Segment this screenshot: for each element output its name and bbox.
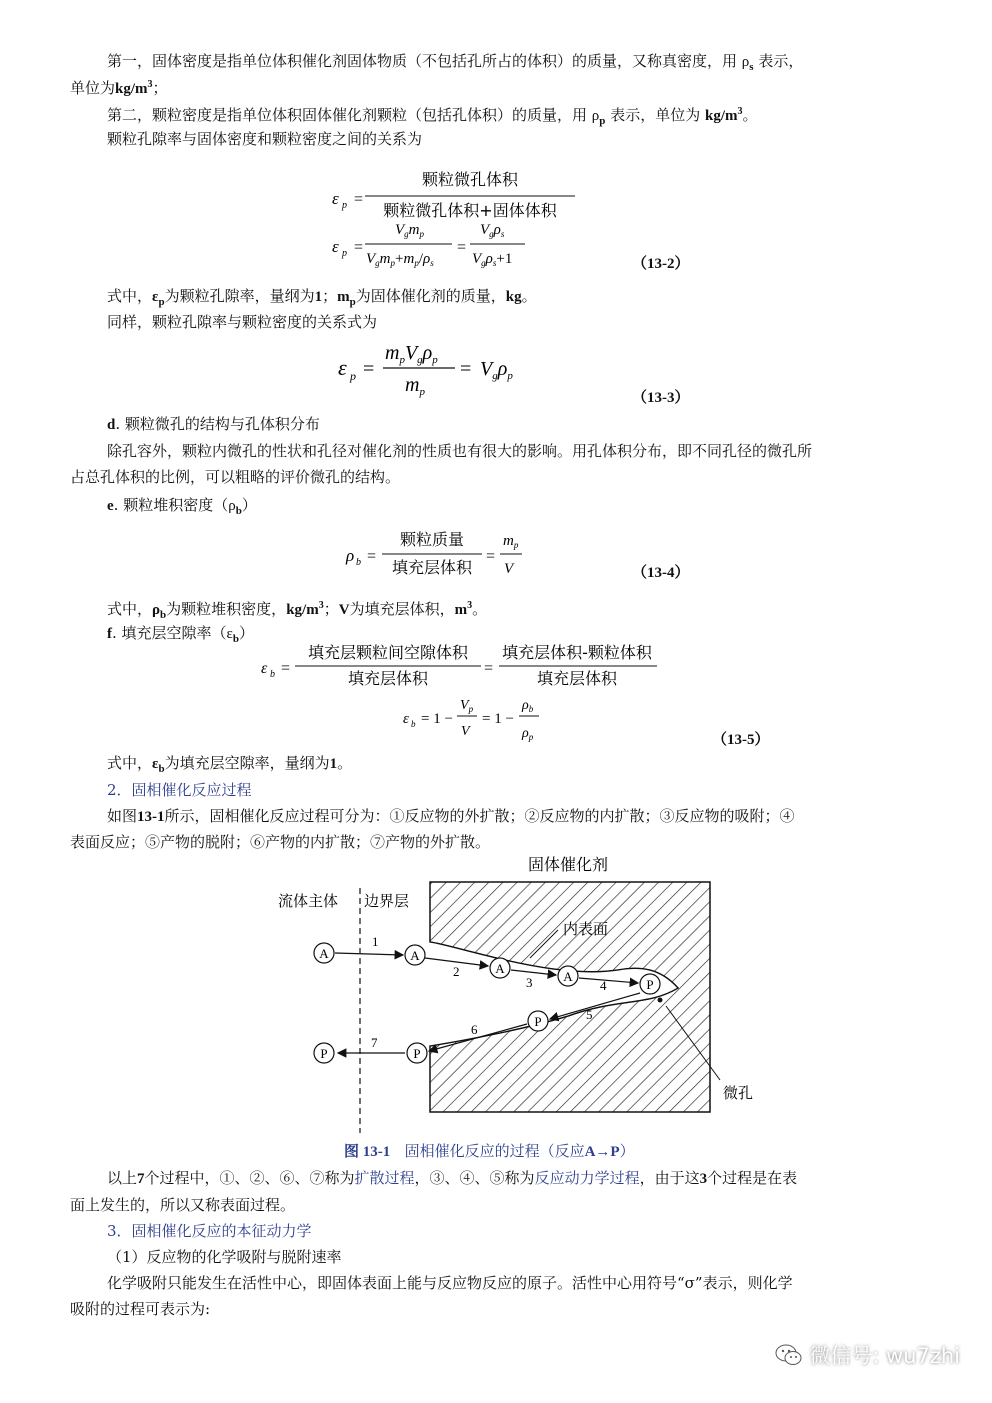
svg-text:b: b (356, 557, 361, 568)
svg-text:P: P (534, 1014, 542, 1029)
svg-text:= 1 −: = 1 − (421, 711, 453, 727)
svg-text:ε: ε (338, 355, 347, 380)
svg-text:V: V (461, 724, 470, 739)
heading-d: d. 颗粒微孔的结构与孔体积分布 (107, 415, 320, 433)
wechat-watermark (775, 1340, 960, 1370)
svg-text:颗粒微孔体积+固体体积: 颗粒微孔体积+固体体积 (383, 201, 557, 220)
paragraph-likewise: 同样，颗粒孔隙率与颗粒密度的关系式为 (107, 313, 378, 331)
svg-text:=: = (484, 660, 494, 677)
svg-text:Vgmp+mp/ρs: $V_gm_p+m_p/\rho_s$ (366, 251, 434, 268)
svg-text:1: 1 (372, 934, 379, 949)
svg-text:P: P (320, 1046, 328, 1061)
svg-text:A: A (563, 969, 573, 984)
paragraph-d-body2: 占总孔体积的比例，可以粗略的评价微孔的结构。 (70, 468, 401, 486)
section-2-body2: 表面反应；⑤产物的脱附；⑥产物的内扩散；⑦产物的外扩散。 (70, 833, 491, 851)
heading-f: f. 填充层空隙率$(\varepsilon_b)$ (107, 624, 254, 645)
paragraph-relation: 颗粒孔隙率与固体密度和颗粒密度之间的关系为 (107, 130, 423, 148)
paragraph-summary1: 以上7个过程中，①、②、⑥、⑦称为扩散过程，③、④、⑤称为反应动力学过程，由于这3个过程是在表 (107, 1169, 798, 1187)
equation-13-3 (330, 335, 550, 400)
svg-text:=: = (457, 239, 467, 256)
svg-text:填充层体积: 填充层体积 (347, 669, 429, 688)
svg-text:mp: $m_p$ (503, 533, 519, 550)
svg-text:ρb: $\rho_b$ (522, 698, 534, 714)
svg-text:=: = (363, 358, 375, 380)
svg-text:V: V (504, 561, 514, 577)
svg-text:mpVgρp: $m_pV_g\rho_p$ (385, 342, 438, 366)
svg-text:b: b (411, 719, 416, 729)
svg-text:4: 4 (600, 978, 607, 993)
svg-text:=: = (354, 239, 364, 256)
paragraph-summary2: 面上发生的，所以又称表面过程。 (70, 1196, 296, 1214)
svg-text:A: A (319, 946, 329, 961)
svg-text:填充层颗粒间空隙体积: 填充层颗粒间空隙体积 (307, 643, 469, 662)
svg-text:Vgmp: $V_gm_p$ (395, 222, 425, 239)
section-2-heading: 2．固相催化反应过程 (107, 781, 252, 799)
watermark-text: 微信号: wu7zhi (809, 1344, 960, 1368)
svg-text:A: A (410, 948, 420, 963)
equation-number-13-3: （13-3） (632, 390, 690, 406)
svg-text:= 1 −: = 1 − (482, 711, 514, 727)
paragraph-where-eq2: 式中，$\varepsilon_p$为颗粒孔隙率，量纲为1；$m_p$为固体催化剂的质量，kg。 (107, 287, 537, 308)
wechat-icon (775, 1343, 803, 1367)
section-3-body2: 吸附的过程可表示为: (70, 1300, 211, 1318)
svg-text:6: 6 (471, 1022, 478, 1037)
label-solid-catalyst: 固体催化剂 (527, 855, 609, 874)
section-3-heading: 3．固相催化反应的本征动力学 (107, 1222, 312, 1240)
svg-text:5: 5 (586, 1007, 593, 1022)
paragraph-d-body1: 除孔容外，颗粒内微孔的性状和孔径对催化剂的性质也有很大的影响。用孔体积分布，即不同孔径的微孔所 (107, 442, 813, 460)
svg-text:mp: $m_p$ (405, 374, 425, 398)
paragraph-solid-density-cont: 单位为$kg/m^3$； (70, 79, 168, 97)
svg-text:2: 2 (453, 964, 460, 979)
svg-text:=: = (354, 191, 364, 208)
equation-13-2 (320, 160, 580, 270)
svg-text:3: 3 (526, 975, 533, 990)
svg-text:p: p (342, 248, 347, 259)
equation-number-13-2: （13-2） (632, 256, 690, 272)
svg-text:Vgρp: $V_g\rho_p$ (480, 358, 513, 382)
paragraph-solid-density: 第一，固体密度是指单位体积催化剂固体物质（不包括孔所占的体积）的质量，又称真密度，用 $\rho_s$ 表示， (107, 52, 804, 73)
svg-text:ε: ε (332, 189, 339, 208)
svg-text:填充层体积-颗粒体积: 填充层体积-颗粒体积 (502, 643, 652, 662)
svg-text:填充层体积: 填充层体积 (391, 558, 473, 577)
svg-text:Vgρs: $V_g\rho_s$ (480, 222, 505, 239)
svg-text:A: A (495, 961, 505, 976)
svg-text:ρ: ρ (346, 546, 355, 565)
label-inner-surface: 内表面 (563, 920, 609, 938)
svg-text:=: = (281, 660, 291, 677)
svg-text:=: = (367, 548, 377, 565)
label-boundary-layer: 边界层 (364, 892, 410, 910)
label-fluid-bulk: 流体主体 (278, 892, 339, 910)
section-2-body1: 如图13-1所示，固相催化反应过程可分为：①反应物的外扩散；②反应物的内扩散；③反应物的吸附；④ (107, 807, 795, 825)
svg-text:ε: ε (403, 711, 409, 727)
svg-text:p: p (342, 200, 347, 211)
figure-caption: 图 13-1 固相催化反应的过程（反应A→P） (344, 1142, 635, 1160)
svg-text:ρp: $\rho_p$ (522, 726, 534, 742)
svg-text:7: 7 (371, 1035, 378, 1050)
figure-13-1 (268, 848, 768, 1138)
svg-text:b: b (270, 669, 275, 680)
svg-text:ε: ε (332, 237, 339, 256)
equation-number-13-5: （13-5） (712, 732, 770, 748)
svg-text:Vgρs+1: $V_g\rho_s+1$ (472, 251, 513, 268)
paragraph-where-eq4: 式中，$\rho_b$为颗粒堆积密度，$kg/m^3$；V为填充层体积，$m^3$。 (107, 600, 488, 621)
active-site-dot (658, 998, 663, 1003)
svg-text:P: P (413, 1046, 421, 1061)
section-3-subheading: （1）反应物的化学吸附与脱附速率 (107, 1248, 342, 1266)
equation-number-13-4: （13-4） (632, 565, 690, 581)
svg-text:p: p (350, 369, 356, 383)
paragraph-particle-density: 第二，颗粒密度是指单位体积固体催化剂颗粒（包括孔体积）的质量，用 $\rho_p$ 表示，单位为 $kg/m^3$。 (107, 106, 758, 127)
heading-e: e. 颗粒堆积密度$(\rho_b)$ (107, 496, 257, 517)
svg-text:填充层体积: 填充层体积 (536, 669, 618, 688)
svg-text:=: = (486, 548, 496, 565)
equation-13-4 (340, 527, 540, 582)
svg-text:颗粒微孔体积: 颗粒微孔体积 (421, 170, 519, 189)
svg-text:ε: ε (261, 660, 268, 677)
svg-text:Vp: $V_p$ (460, 698, 474, 714)
arrow-step-1 (335, 953, 403, 955)
label-micropore: 微孔 (723, 1084, 754, 1102)
section-3-body1: 化学吸附只能发生在活性中心，即固体表面上能与反应物反应的原子。活性中心用符号“σ”表示，则化学 (107, 1274, 793, 1292)
equation-13-5 (255, 643, 675, 748)
svg-text:P: P (646, 977, 654, 992)
paragraph-where-eq5: 式中，$\varepsilon_b$为填充层空隙率，量纲为1。 (107, 754, 353, 775)
svg-text:颗粒质量: 颗粒质量 (399, 530, 465, 549)
svg-text:=: = (460, 358, 472, 380)
